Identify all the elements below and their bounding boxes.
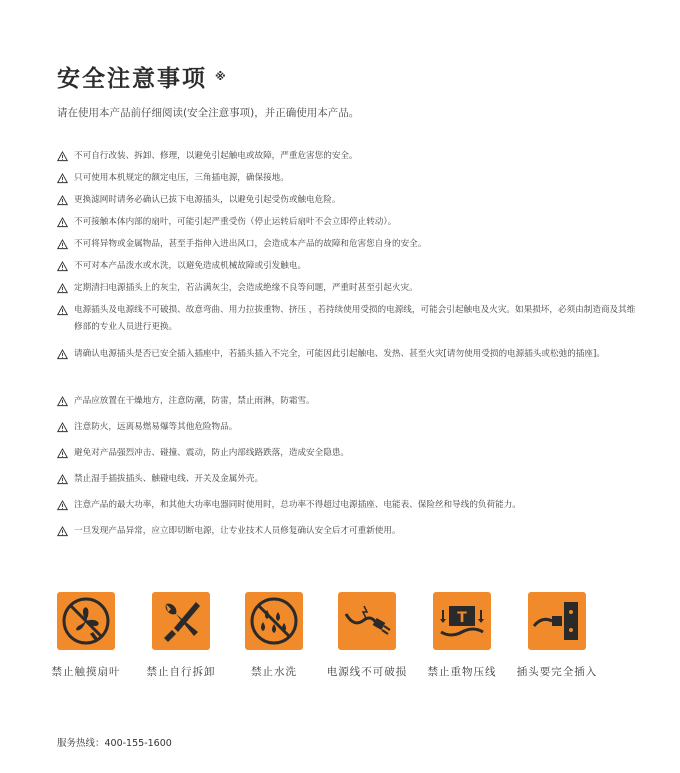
pictogram-no-heavy-object (412, 592, 512, 678)
warning-triangle-icon (57, 500, 68, 511)
safety-item (57, 445, 637, 462)
warning-triangle-icon (57, 474, 68, 485)
cord-not-damaged-icon (338, 592, 396, 650)
no-disassemble-icon (152, 592, 210, 650)
safety-item (57, 236, 637, 253)
safety-item-text: 注意防火，远离易燃易爆等其他危险物品。 (74, 422, 238, 432)
safety-item (57, 471, 637, 488)
safety-item (57, 302, 637, 336)
safety-item-text: 不可自行改装、拆卸、修理，以避免引起触电或故障，严重危害您的安全。 (74, 151, 358, 161)
safety-item (57, 214, 637, 231)
pictogram-no-water-wash (224, 592, 324, 678)
warning-triangle-icon (57, 239, 68, 250)
warning-triangle-icon (57, 217, 68, 228)
warning-triangle-icon (57, 195, 68, 206)
pictogram-plug-fully-inserted (507, 592, 607, 678)
title-mark: ※ (215, 70, 226, 83)
pictogram-label: 电源线不可破损 (326, 666, 408, 678)
no-water-wash-icon (245, 592, 303, 650)
warning-triangle-icon (57, 305, 68, 316)
safety-item-text: 只可使用本机规定的额定电压，三角插电源，确保接地。 (74, 173, 289, 183)
intro-text: 请在使用本产品前仔细阅读(安全注意事项)，并正确使用本产品。 (57, 107, 360, 119)
pictogram-label: 禁止重物压线 (427, 666, 497, 678)
warning-triangle-icon (57, 151, 68, 162)
safety-item (57, 148, 637, 165)
title-row (57, 60, 226, 93)
plug-fully-inserted-icon (528, 592, 586, 650)
pictogram-cord-not-damaged (317, 592, 417, 678)
safety-item (57, 170, 637, 187)
pictogram-no-disassemble (131, 592, 231, 678)
safety-item-text: 禁止湿手插拔插头、触碰电线、开关及金属外壳。 (74, 474, 264, 484)
page-title: 安全注意事项 (57, 65, 207, 92)
safety-item (57, 497, 637, 514)
pictogram-no-touch-fan (36, 592, 136, 678)
safety-item-text: 不可将异物或金属物品，甚至手指伸入进出风口，会造成本产品的故障和危害您自身的安全。 (74, 239, 427, 249)
safety-item-text: 不可对本产品泼水或水洗，以避免造成机械故障或引发触电。 (74, 261, 307, 271)
safety-item-text: 注意产品的最大功率，和其他大功率电器同时使用时，总功率不得超过电源插座、电能表、保险丝和导线的负荷能力。 (74, 500, 521, 510)
warning-triangle-icon (57, 283, 68, 294)
svg-text:T: T (457, 610, 467, 626)
safety-item-text: 电源插头及电源线不可破损、故意弯曲、用力拉拔重物、挤压 ，若持续使用受损的电源线，可能会引起触电及火灾。如果损坏，必须由制造商及其维修部的专业人员进行更换。 (74, 305, 636, 332)
pictogram-label: 禁止触摸扇叶 (51, 666, 121, 678)
safety-item (57, 280, 637, 297)
no-heavy-object-icon (433, 592, 491, 650)
pictogram-label: 禁止自行拆卸 (146, 666, 216, 678)
safety-item-text: 更换滤网时请务必确认已拔下电源插头，以避免引起受伤或触电危险。 (74, 195, 341, 205)
warning-triangle-icon (57, 448, 68, 459)
warning-triangle-icon (57, 422, 68, 433)
safety-item-text: 避免对产品强烈冲击、碰撞、震动，防止内部线路跌落，造成安全隐患。 (74, 448, 350, 458)
safety-item-text: 一旦发现产品异常，应立即切断电源，让专业技术人员修复确认安全后才可重新使用。 (74, 526, 401, 536)
warning-triangle-icon (57, 173, 68, 184)
warning-triangle-icon (57, 261, 68, 272)
warning-triangle-icon (57, 349, 68, 360)
safety-item (57, 346, 637, 363)
warning-triangle-icon (57, 396, 68, 407)
safety-item (57, 419, 637, 436)
service-hotline: 服务热线：400-155-1600 (57, 738, 172, 749)
safety-item-text: 不可接触本体内部的扇叶，可能引起严重受伤（停止运转后扇叶不会立即停止转动）。 (74, 217, 397, 227)
no-touch-fan-icon (57, 592, 115, 650)
safety-item (57, 523, 637, 540)
pictogram-label: 禁止水洗 (251, 666, 297, 678)
safety-item-text: 产品应放置在干燥地方，注意防潮，防雷，禁止雨淋，防霜雪。 (74, 396, 315, 406)
warning-triangle-icon (57, 526, 68, 537)
pictogram-label: 插头要完全插入 (516, 666, 598, 678)
safety-item-text: 定期清扫电源插头上的灰尘，若沾满灰尘，会造成绝缘不良等问题，严重时甚至引起火灾。 (74, 283, 418, 293)
safety-item (57, 192, 637, 209)
safety-item (57, 258, 637, 275)
safety-item-text: 请确认电源插头是否已安全插入插座中，若插头插入不完全，可能因此引起触电、发热、甚至火灾[请勿使用受损的电源插头或松弛的插座]。 (74, 349, 605, 359)
safety-item (57, 393, 637, 410)
